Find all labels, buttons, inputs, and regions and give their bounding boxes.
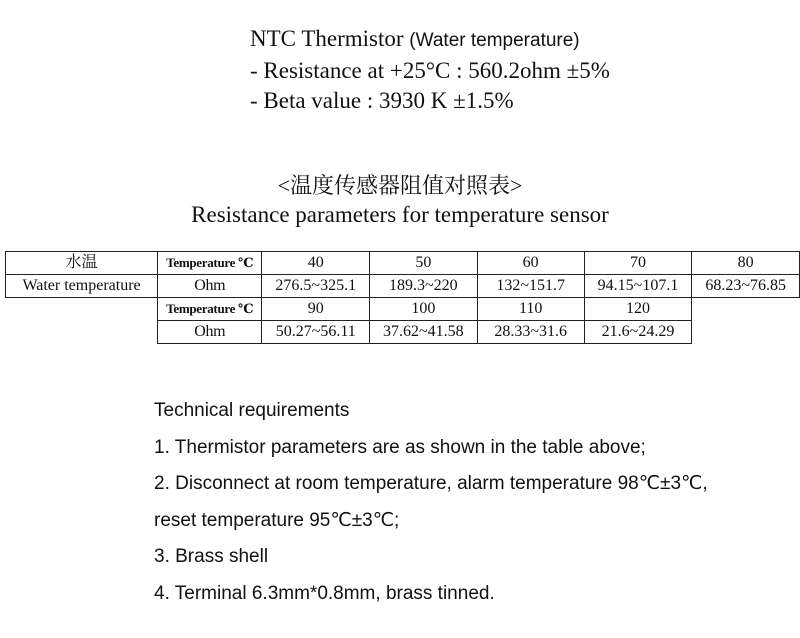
resistance-spec: - Resistance at +25°C : 560.2ohm ±5% xyxy=(250,58,610,83)
temp-cell: 40 xyxy=(262,252,370,275)
table-row xyxy=(6,321,800,344)
table-title-chinese: <温度传感器阻值对照表> xyxy=(277,173,523,198)
empty-cell xyxy=(6,298,158,321)
temp-cell: 80 xyxy=(692,252,800,275)
thermistor-title-main: NTC Thermistor xyxy=(250,26,404,51)
table-title-english: Resistance parameters for temperature sensor xyxy=(191,202,609,227)
requirement-item: 1. Thermistor parameters are as shown in the table above; xyxy=(154,436,646,458)
requirement-item: 4. Terminal 6.3mm*0.8mm, brass tinned. xyxy=(154,582,495,604)
ohm-cell: 28.33~31.6 xyxy=(477,321,584,344)
empty-cell xyxy=(692,321,800,344)
ohm-header: Ohm xyxy=(158,275,262,298)
resistance-table xyxy=(5,251,800,344)
water-temp-label-cn: 水温 xyxy=(6,252,158,275)
table-row xyxy=(6,252,800,275)
ohm-cell: 276.5~325.1 xyxy=(262,275,370,298)
empty-cell xyxy=(6,321,158,344)
ohm-cell: 94.15~107.1 xyxy=(584,275,692,298)
ohm-cell: 189.3~220 xyxy=(370,275,478,298)
temp-cell: 60 xyxy=(477,252,584,275)
requirement-item: 2. Disconnect at room temperature, alarm temperature 98℃±3℃, xyxy=(154,473,708,494)
table-title xyxy=(0,172,800,230)
ohm-header: Ohm xyxy=(158,321,262,344)
table-row xyxy=(6,298,800,321)
table-row xyxy=(6,275,800,298)
ohm-cell: 68.23~76.85 xyxy=(692,275,800,298)
ohm-cell: 21.6~24.29 xyxy=(584,321,692,344)
technical-requirements xyxy=(154,398,708,617)
thermistor-spec-header xyxy=(250,24,610,116)
temp-cell: 110 xyxy=(477,298,584,321)
requirement-item: 3. Brass shell xyxy=(154,546,269,567)
temp-cell: 50 xyxy=(370,252,478,275)
temp-cell: 70 xyxy=(584,252,692,275)
beta-value-spec: - Beta value : 3930 K ±1.5% xyxy=(250,88,514,113)
thermistor-title xyxy=(250,24,610,56)
ohm-cell: 50.27~56.11 xyxy=(262,321,370,344)
temp-cell: 90 xyxy=(262,298,370,321)
ohm-cell: 37.62~41.58 xyxy=(370,321,478,344)
temperature-header: Temperature ℃ xyxy=(158,252,262,275)
temp-cell: 100 xyxy=(370,298,478,321)
temp-cell: 120 xyxy=(584,298,692,321)
requirement-item: reset temperature 95℃±3℃; xyxy=(154,509,400,531)
ohm-cell: 132~151.7 xyxy=(477,275,584,298)
requirements-heading: Technical requirements xyxy=(154,400,350,421)
empty-cell xyxy=(692,298,800,321)
water-temp-label-en: Water temperature xyxy=(6,275,158,298)
thermistor-title-paren: (Water temperature) xyxy=(409,30,580,51)
temperature-header: Temperature ℃ xyxy=(158,298,262,321)
